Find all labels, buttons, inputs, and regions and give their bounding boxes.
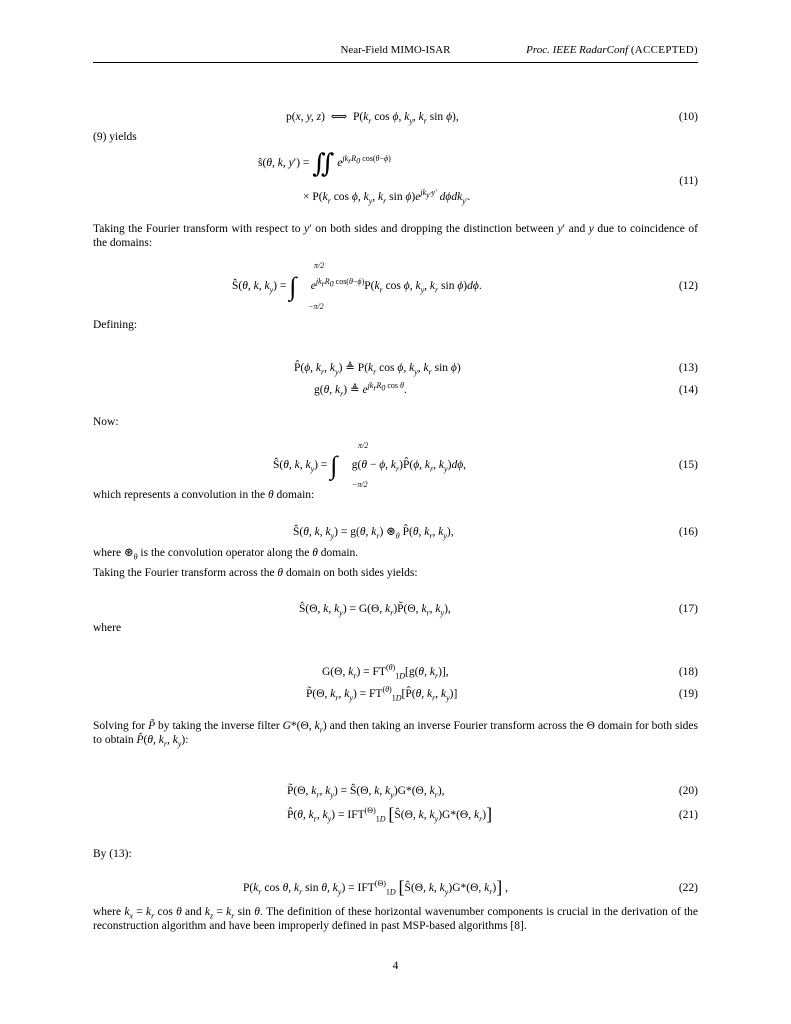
text-now: Now:	[93, 416, 119, 428]
header-status: (ACCEPTED)	[630, 44, 698, 56]
text-where-operator: where $⊛_\theta$ is the convolution operator along the θ domain.	[93, 547, 359, 562]
equation-14: g(θ, $k_r$) ≜ $e^{jk_rR_0}$ $^{cos \theta}$.	[314, 381, 407, 399]
equation-11-line1: ŝ(θ, k, y′) = ∬ $e^{jk_rR_0}$ $^{cos(\theta-\phi)}$	[258, 149, 391, 178]
equation-18: G(Θ, $k_r) = FT^{(\theta)}_{1D}[g(\theta$, $k_r$)],	[322, 663, 449, 681]
header-venue-name: Proc. IEEE RadarConf	[526, 44, 629, 56]
paragraph-final: where $k_x = k_r$ cos θ and $k_z = k_r$ sin θ. The definition of these horizontal wavenumber components is crucial in the derivation of the reconstruction algorithm and have been improperly defined in past MSP-based algorithms [8].	[93, 906, 698, 932]
paragraph-solving: Solving for P̃ by taking the inverse filter G*(Θ, $k_r$) and then taking an inverse Fourier transform across the Θ domain for both sides to obtain P̂(θ, $k_r$, $k_y$):	[93, 720, 699, 749]
text-convolution: which represents a convolution in the θ domain:	[93, 489, 315, 501]
header-title: Near-Field MIMO-ISAR	[340, 44, 451, 56]
equation-12: Ŝ(θ, k, $k_y$) = ∫ $e^{jk_rR_0}$ $^{cos(\theta-\phi)}P(k_r$ cos ϕ, $k_y$, $k_r$ sin ϕ)dϕ.	[232, 272, 482, 301]
integral-upper-limit-12: π/2	[314, 261, 325, 270]
equation-11-line2: × $P(k_r$ cos ϕ, $k_y$, $k_r$ $\sin \phi)e^{jk_{y'}y'}$ dϕdk$_{y'}$.	[303, 188, 471, 206]
equation-number-15: (15)	[678, 459, 698, 471]
equation-17: Ŝ(Θ, k, $k_y) = G(\Theta$, $k_r)P̃(\Theta$, $k_r$, $k_y$),	[299, 603, 451, 618]
equation-number-11: (11)	[679, 175, 698, 187]
equation-15: Ŝ(θ, k, $k_y$) = ∫ g(θ − ϕ, $k_r)P̂(\phi$, $k_r$, $k_y)d\phi$,	[273, 451, 467, 480]
integral-lower-limit-12: −π/2	[308, 302, 324, 311]
text-by-13: By (13):	[93, 848, 132, 860]
equation-number-13: (13)	[678, 362, 698, 374]
equation-10: p(x, y, z) ⟺ $P(k_r$ cos ϕ, $k_y$, $k_r$ sin ϕ),	[286, 111, 459, 126]
equation-13: P̂(ϕ, $k_r$, $k_y$) ≜ $P(k_r$ cos ϕ, $k_y$, $k_r$ sin ϕ)	[294, 362, 461, 377]
paragraph-fourier-transform: Taking the Fourier transform with respect to y′ on both sides and dropping the distinction between y′ and y due to coincidence of the domains:	[93, 223, 699, 249]
equation-number-21: (21)	[678, 809, 698, 821]
equation-number-17: (17)	[678, 603, 698, 615]
equation-number-16: (16)	[678, 526, 698, 538]
text-defining: Defining:	[93, 319, 138, 331]
page-number: 4	[392, 960, 399, 972]
equation-22: $P(k_r$ cos θ, $k_r$ sin θ, $k_y) = IFT^{(\Theta)}_{1D}$ [Ŝ(Θ, k, $k_y)G*(\Theta$, $k_r$)] ,	[243, 877, 508, 897]
equation-number-18: (18)	[678, 666, 698, 678]
text-where: where	[93, 622, 122, 634]
integral-lower-limit-15: −π/2	[352, 480, 368, 489]
integral-upper-limit-15: π/2	[358, 441, 369, 450]
equation-number-10: (10)	[678, 111, 698, 123]
equation-21: P̂(θ, $k_r$, $k_y) = IFT^{(\Theta)}_{1D}$ [Ŝ(Θ, k, $k_y)G*(\Theta$, $k_r$)]	[287, 804, 493, 824]
equation-16: Ŝ(θ, k, $k_y) = g(\theta$, $k_r$) $⊛_\theta$ P̂(θ, $k_r$, $k_y$),	[293, 526, 454, 541]
equation-number-19: (19)	[678, 688, 698, 700]
equation-number-12: (12)	[678, 280, 698, 292]
text-9-yields: (9) yields	[93, 131, 137, 143]
header-venue	[526, 44, 698, 56]
equation-20: P̃(Θ, $k_r$, $k_y$) = Ŝ(Θ, k, $k_y)G*(\Theta$, $k_r$),	[287, 785, 445, 800]
equation-number-20: (20)	[678, 785, 698, 797]
equation-number-14: (14)	[678, 384, 698, 396]
header-rule	[93, 62, 698, 63]
equation-19: P̃(Θ, $k_r$, $k_y$) = $FT^{(\theta)}_{1D}[P̂(\theta$, $k_r$, $k_y$)]	[306, 685, 458, 703]
running-header	[93, 44, 698, 60]
text-taking-fourier: Taking the Fourier transform across the θ domain on both sides yields:	[93, 567, 418, 579]
equation-number-22: (22)	[678, 882, 698, 894]
